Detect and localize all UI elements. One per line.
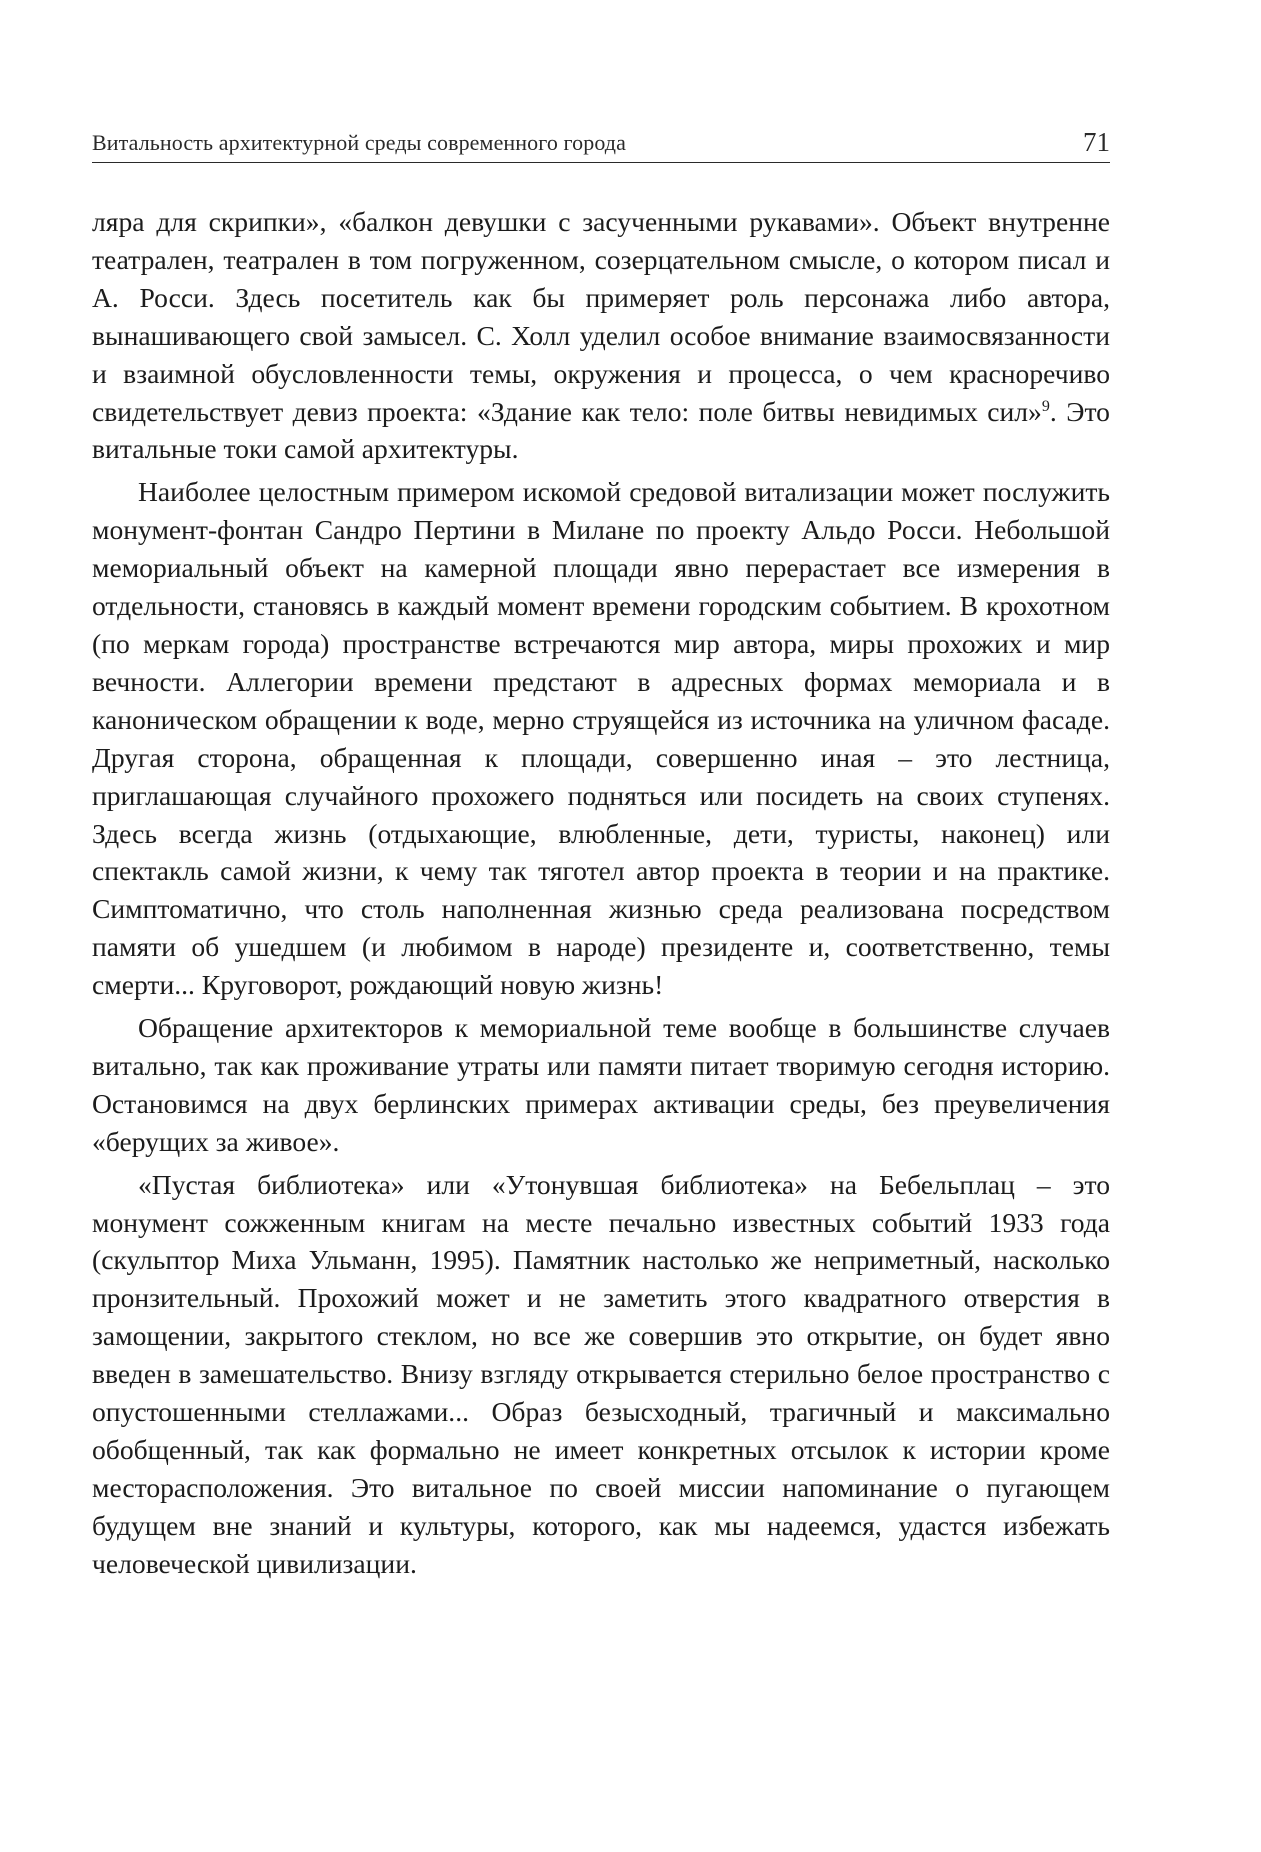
page-number: 71 bbox=[1083, 127, 1110, 157]
body-text bbox=[92, 203, 1110, 1583]
running-head bbox=[92, 124, 1110, 163]
paragraph: «Пустая библиотека» или «Утонувшая библиотека» на Бебельплац – это монумент сожженным книгам на месте печально известных событий 1933 года (скульптор Миха Ульманн, 1995). Памятник настолько же неприметный, насколько пронзительный. Прохожий может и не заметить этого квадратного отверстия в замощении, закрытого стеклом, но все же совершив это открытие, он будет явно введен в замешательство. Внизу взгляду открывается стерильно белое пространство с опустошенными стеллажами... Образ безысходный, трагичный и максимально обобщенный, так как формально не имеет конкретных отсылок к истории кроме месторасположения. Это витальное по своей миссии напоминание о пугающем будущем вне знаний и культуры, которого, как мы надеемся, удастся избежать человеческой цивилизации. bbox=[92, 1168, 1110, 1579]
running-title: Витальность архитектурной среды современного города bbox=[92, 130, 626, 155]
paragraph: Наиболее целостным примером искомой средовой витализации может послужить монумент-фонтан Сандро Пертини в Милане по проекту Альдо Росси. Небольшой мемориальный объект на камерной площади явно перерастает все измерения в отдельности, становясь в каждый момент времени городским событием. В крохотном (по меркам города) пространстве встречаются мир автора, миры прохожих и мир вечности. Аллегории времени предстают в адресных формах мемориала и в каноническом обращении к воде, мерно струящейся из источника на уличном фасаде. Другая сторона, обращенная к площади, совершенно иная – это лестница, приглашающая случайного прохожего подняться или посидеть на своих ступенях. Здесь всегда жизнь (отдыхающие, влюбленные, дети, туристы, наконец) или спектакль самой жизни, к чему так тяготел автор проекта в теории и на практике. Симптоматично, что столь наполненная жизнью среда реализована посредством памяти об ушедшем (и любимом в народе) президенте и, соответственно, темы смерти... Круговорот, рождающий новую жизнь! bbox=[92, 476, 1110, 1001]
paragraph-continued bbox=[92, 203, 1110, 468]
footnote-marker: 9 bbox=[1041, 397, 1050, 415]
paragraph: Обращение архитекторов к мемориальной теме вообще в большинстве случаев витально, так как проживание утраты или памяти питает творимую сегодня историю. Остановимся на двух берлинских примерах активации среды, без преувеличения «берущих за живое». bbox=[92, 1012, 1110, 1157]
paragraph-text: ляра для скрипки», «балкон девушки с засученными рукавами». Объект внутренне театрален, театрален в том погруженном, созерцательном смысле, о котором писал и А. Росси. Здесь посетитель как бы примеряет роль персонажа либо автора, вынашивающего свой замысел. С. Холл уделил особое внимание взаимосвязанности и взаимной обусловленности темы, окружения и процесса, о чем красноречиво свидетельствует девиз проекта: «Здание как тело: поле битвы невидимых сил» bbox=[92, 206, 1110, 427]
paragraph-text: . Это витальные токи самой архитектуры. bbox=[92, 395, 1110, 465]
